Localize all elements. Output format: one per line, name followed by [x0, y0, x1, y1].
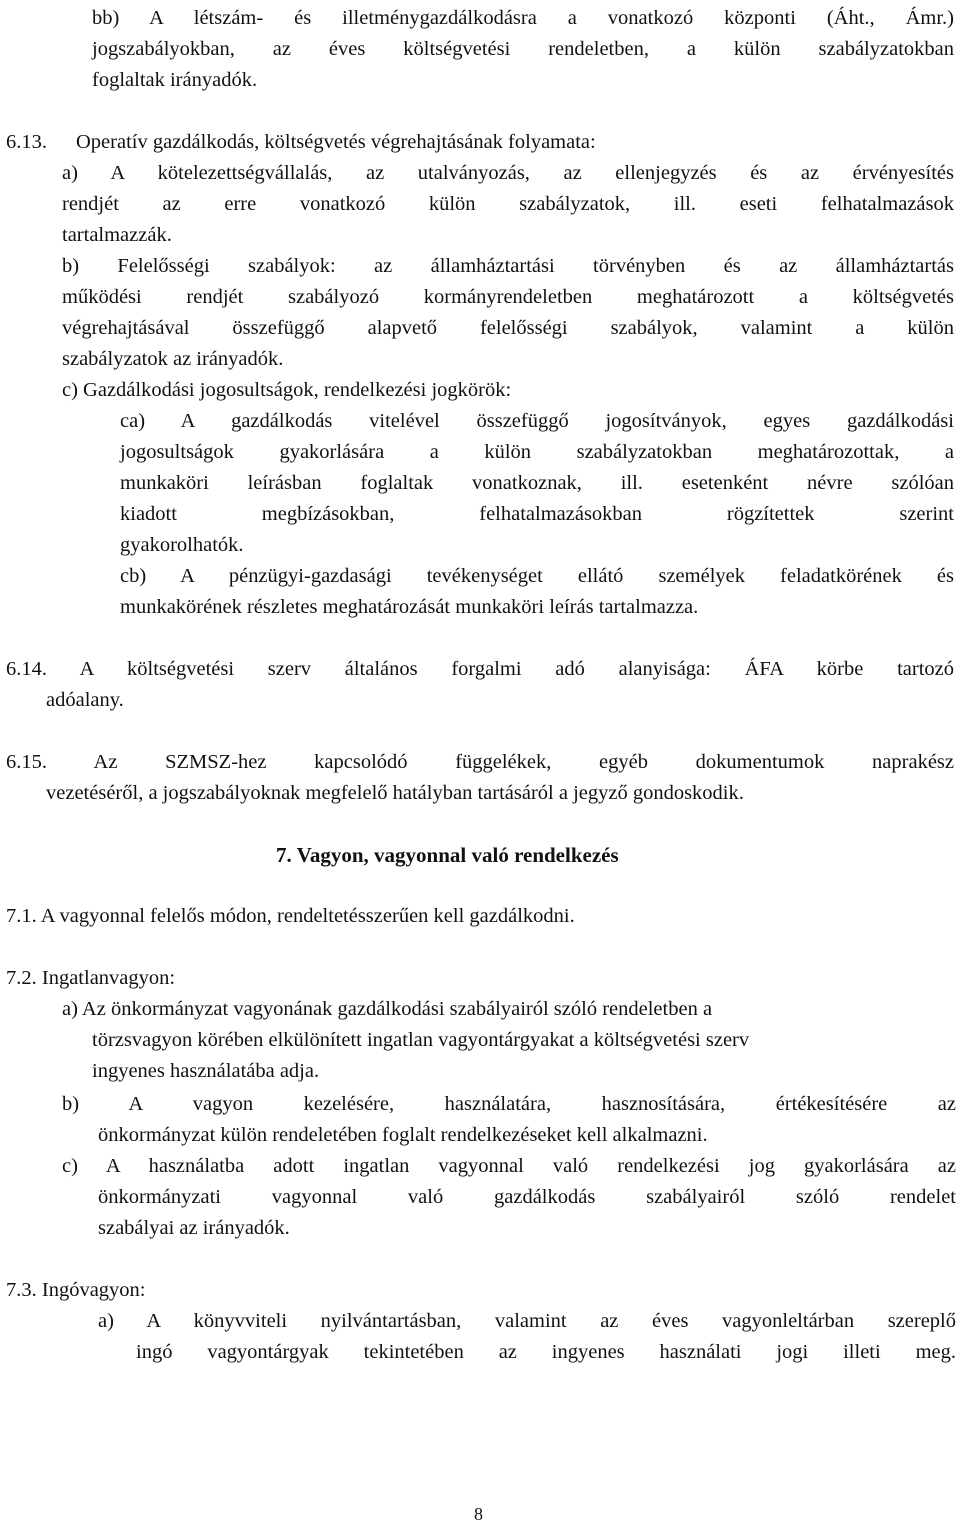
- section-6-13-ca-line-4: kiadott megbízásokban, felhatalmazásokban rögzítettek szerint: [120, 503, 954, 525]
- section-7-2-title: 7.2. Ingatlanvagyon:: [6, 967, 176, 989]
- section-6-13-ca-line-3: munkaköri leírásban foglaltak vonatkoznak, ill. esetenként névre szólóan: [120, 472, 954, 494]
- section-6-14-line-1: 6.14. A költségvetési szerv általános forgalmi adó alanyisága: ÁFA körbe tartozó: [6, 658, 954, 680]
- section-6-13-number: 6.13.: [6, 131, 47, 153]
- section-6-13-ca-line-5: gyakorolhatók.: [120, 534, 244, 556]
- section-7-heading: 7. Vagyon, vagyonnal való rendelkezés: [276, 843, 619, 867]
- bb-line-2: jogszabályokban, az éves költségvetési rendeletben, a külön szabályzatokban: [92, 38, 954, 60]
- section-6-13-ca-line-2: jogosultságok gyakorlására a külön szabályzatokban meghatározottak, a: [120, 441, 954, 463]
- section-7-2-a-line-3: ingyenes használatába adja.: [92, 1060, 320, 1082]
- bb-line-3: foglaltak irányadók.: [92, 69, 258, 91]
- section-6-15-line-1: 6.15. Az SZMSZ-hez kapcsolódó függelékek, egyéb dokumentumok naprakész: [6, 751, 954, 773]
- section-6-13-b-line-4: szabályzatok az irányadók.: [62, 348, 284, 370]
- bb-line-1: bb) A létszám- és illetménygazdálkodásra a vonatkozó központi (Áht., Ámr.): [92, 7, 954, 29]
- section-7-1-text: 7.1. A vagyonnal felelős módon, rendeltetésszerűen kell gazdálkodni.: [6, 905, 575, 927]
- section-7-3-a-line-1: a) A könyvviteli nyilvántartásban, valamint az éves vagyonleltárban szereplő: [98, 1310, 956, 1332]
- section-6-13-title: Operatív gazdálkodás, költségvetés végrehajtásának folyamata:: [76, 131, 596, 153]
- page-number: 8: [474, 1504, 483, 1524]
- section-7-3-a-line-2: ingó vagyontárgyak tekintetében az ingyenes használati jogi illeti meg.: [136, 1341, 956, 1363]
- section-6-13-b-line-3: végrehajtásával összefüggő alapvető felelősségi szabályok, valamint a külön: [62, 317, 954, 339]
- section-6-15-line-2: vezetéséről, a jogszabályoknak megfelelő hatályban tartásáról a jegyző gondoskodik.: [46, 782, 744, 804]
- section-7-2-b-line-2: önkormányzat külön rendeletében foglalt rendelkezéseket kell alkalmazni.: [98, 1124, 708, 1146]
- section-6-13-a-line-2: rendjét az erre vonatkozó külön szabályzatok, ill. eseti felhatalmazások: [62, 193, 954, 215]
- section-7-2-c-line-2: önkormányzati vagyonnal való gazdálkodás szabályairól szóló rendelet: [98, 1186, 956, 1208]
- section-6-14-line-2: adóalany.: [46, 689, 124, 711]
- section-6-13-b-line-2: működési rendjét szabályozó kormányrendeletben meghatározott a költségvetés: [62, 286, 954, 308]
- section-7-2-a-line-1: a) Az önkormányzat vagyonának gazdálkodási szabályairól szóló rendeletben a: [62, 998, 713, 1020]
- section-7-2-c-line-3: szabályai az irányadók.: [98, 1217, 290, 1239]
- section-7-2-b-line-1: b) A vagyon kezelésére, használatára, hasznosítására, értékesítésére az: [62, 1093, 956, 1115]
- section-7-3-title: 7.3. Ingóvagyon:: [6, 1279, 146, 1301]
- section-7-2-c-line-1: c) A használatba adott ingatlan vagyonnal való rendelkezési jog gyakorlására az: [62, 1155, 956, 1177]
- section-6-13-cb-line-1: cb) A pénzügyi-gazdasági tevékenységet ellátó személyek feladatkörének és: [120, 565, 954, 587]
- section-6-13-a-line-1: a) A kötelezettségvállalás, az utalványozás, az ellenjegyzés és az érvényesítés: [62, 162, 954, 184]
- section-6-13-c-title: c) Gazdálkodási jogosultságok, rendelkezési jogkörök:: [62, 379, 512, 401]
- section-6-13-ca-line-1: ca) A gazdálkodás vitelével összefüggő jogosítványok, egyes gazdálkodási: [120, 410, 954, 432]
- section-6-13-cb-line-2: munkakörének részletes meghatározását munkaköri leírás tartalmazza.: [120, 596, 699, 618]
- section-6-13-b-line-1: b) Felelősségi szabályok: az államháztartási törvényben és az államháztartás: [62, 255, 954, 277]
- section-7-2-a-line-2: törzsvagyon körében elkülönített ingatlan vagyontárgyakat a költségvetési szerv: [92, 1029, 750, 1051]
- section-6-13-a-line-3: tartalmazzák.: [62, 224, 172, 246]
